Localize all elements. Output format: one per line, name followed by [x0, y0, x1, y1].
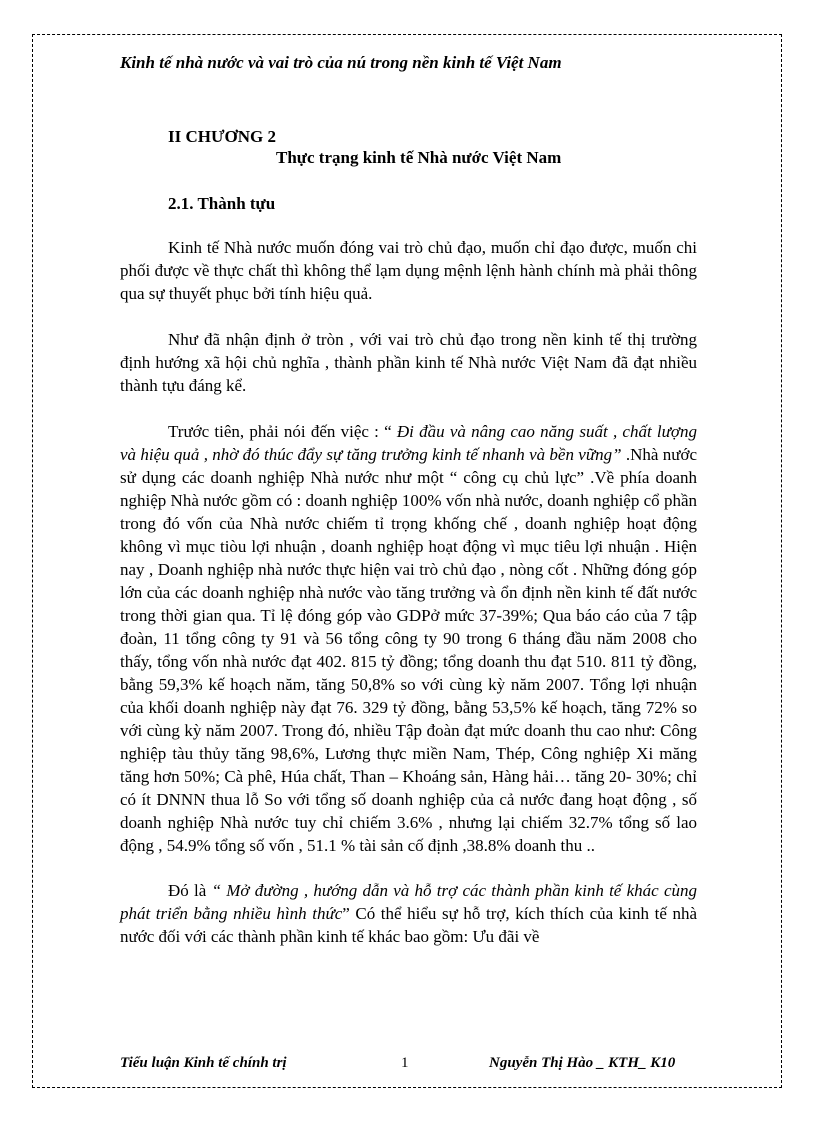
paragraph-4 [120, 879, 697, 948]
chapter-title: Thực trạng kinh tế Nhà nước Việt Nam [276, 148, 562, 167]
page-number: 1 [401, 1055, 409, 1071]
paragraph-3-quote: Đi đầu và nâng cao năng suất , chất lượng và hiệu quả , nhờ đó thúc đẩy sự tăng trưởng kinh tế nhanh và bền vững” [120, 422, 697, 464]
running-header: Kinh tế nhà nước và vai trò của nú trong nền kinh tế Việt Nam [120, 53, 562, 72]
footer-author: Nguyễn Thị Hào _ KTH_ K10 [489, 1055, 676, 1071]
body-text [120, 236, 697, 971]
chapter-label: II CHƯƠNG 2 [168, 127, 276, 146]
section-heading: 2.1. Thành tựu [168, 194, 276, 213]
footer-course: Tiểu luận Kinh tế chính trị [120, 1055, 287, 1071]
paragraph-3-lead: Trước tiên, phải nói đến việc : “ [168, 422, 397, 441]
paragraph-2: Như đã nhận định ở tròn , với vai trò chủ đạo trong nền kinh tế thị trường định hướng xã hội chủ nghĩa , thành phần kinh tế Nhà nước Việt Nam đã đạt nhiều thành tựu đáng kể. [120, 330, 697, 395]
paragraph-3-rest: .Nhà nước sử dụng các doanh nghiệp Nhà nước như một “ công cụ chủ lực” .Về phía doanh nghiệp Nhà nước gồm có : doanh nghiệp 100% vốn nhà nước, doanh nghiệp cổ phần trong đó vốn của Nhà nước chiếm tỉ trọng khống chế , doanh nghiệp hoạt động không vì mục tiòu lợi nhuận , doanh nghiệp hoạt động vì mục tiêu lợi nhuận . Hiện nay , Doanh nghiệp nhà nước thực hiện vai trò chủ đạo , nòng cốt . Những đóng góp lớn của các doanh nghiệp nhà nước vào tăng trưởng và ổn định nền kinh tế đất nước trong thời gian qua. Tỉ lệ đóng góp vào GDPở mức 37-39%; Qua báo cáo của 7 tập đoàn, 11 tổng công ty 91 và 56 tổng công ty 90 trong 6 tháng đầu năm 2008 cho thấy, tổng vốn nhà nước đạt 402. 815 tỷ đồng; tổng doanh thu đạt 510. 811 tỷ đồng, bằng 59,3% kế hoạch năm, tăng 50,8% so với cùng kỳ năm 2007. Tổng lợi nhuận của khối doanh nghiệp này đạt 76. 329 tỷ đồng, bằng 53,5% kế hoạch, tăng 72% so với cùng kỳ năm 2007. Trong đó, nhiều Tập đoàn đạt mức doanh thu cao như: Công nghiệp tàu thủy tăng 98,6%, Lương thực miền Nam, Thép, Công nghiệp Xi măng tăng hơn 50%; Cà phê, Húa chất, Than – Khoáng sản, Hàng hải… tăng 20- 30%; chỉ có ít DNNN thua lỗ So với tổng số doanh nghiệp của cả nước đang hoạt động , số doanh nghiệp Nhà nước tuy chỉ chiếm 3.6% , nhưng lại chiếm 32.7% tổng số lao động , 54.9% tổng số vốn , 51.1 % tài sản cố định ,38.8% doanh thu .. [120, 445, 697, 855]
paragraph-1: Kinh tế Nhà nước muốn đóng vai trò chủ đạo, muốn chỉ đạo được, muốn chi phối được về thực chất thì không thể lạm dụng mệnh lệnh hành chính mà phải thông qua sự thuyết phục bởi tính hiệu quả. [120, 238, 697, 303]
paragraph-4-quote: “ Mở đường , hướng dẫn và hỗ trợ các thành phần kinh tế khác cùng phát triển bằng nhiều hình thức [120, 881, 697, 923]
paragraph-4-lead: Đó là [168, 881, 212, 900]
paragraph-3 [120, 420, 697, 857]
paragraph-4-rest: ” Có thể hiểu sự hỗ trợ, kích thích của kinh tế nhà nước đối với các thành phần kinh tế khác bao gồm: Ưu đãi về [120, 904, 697, 946]
